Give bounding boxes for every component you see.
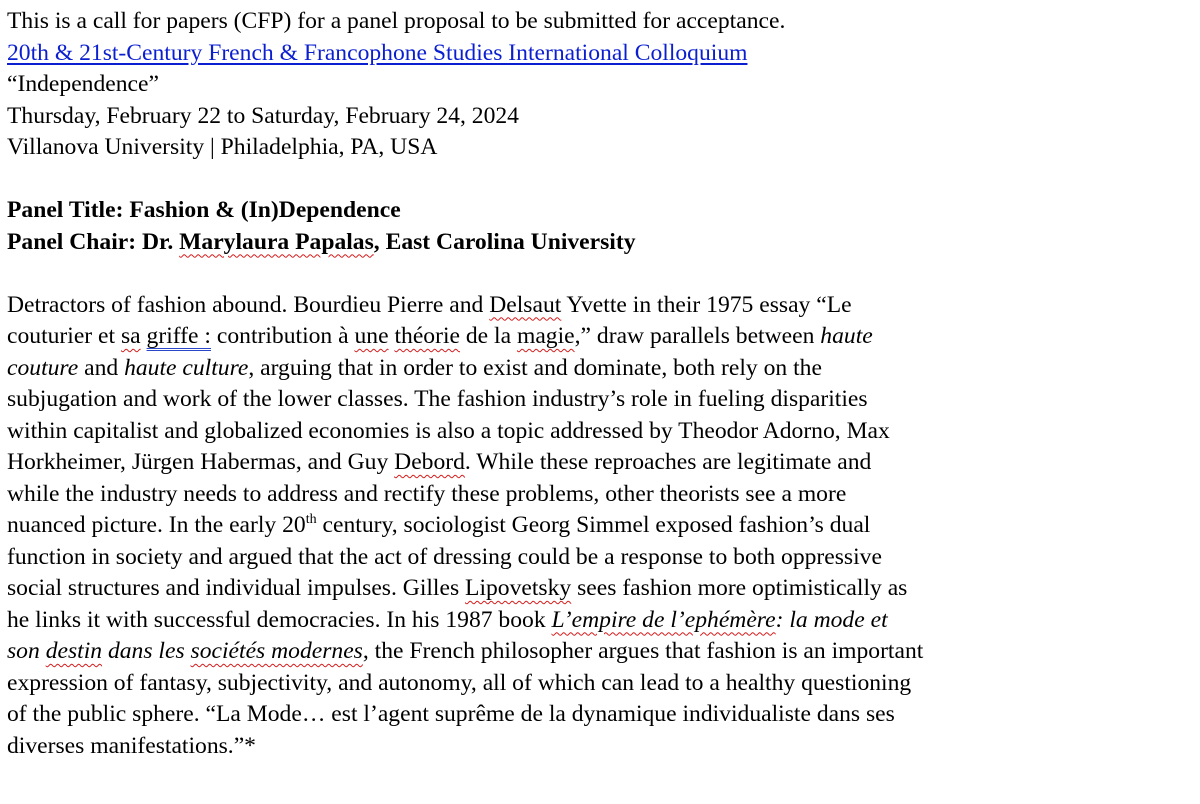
paragraph-line: Detractors of fashion abound. Bourdieu Pierre and Delsaut Yvette in their 1975 essay “Le [7, 291, 852, 318]
paragraph-line: couture and haute culture, arguing that in order to exist and dominate, both rely on the [7, 354, 822, 381]
paragraph-line: diverses manifestations.”* [7, 732, 256, 759]
theme-line: “Independence” [7, 71, 159, 97]
spell-flag: magie [516, 323, 575, 349]
paragraph-line: couturier et sa griffe : contribution à une théorie de la magie,” draw parallels between haute [7, 323, 873, 349]
paragraph-line: Horkheimer, Jürgen Habermas, and Guy Debord. While these reproaches are legitimate and [7, 449, 872, 475]
chair-name: Marylaura Papalas [179, 228, 374, 255]
spell-flag: sociétés modernes [190, 638, 363, 664]
grammar-flag: griffe : [146, 323, 211, 349]
paragraph-line: subjugation and work of the lower classes. The fashion industry’s role in fueling disparities [7, 386, 868, 412]
paragraph-line: while the industry needs to address and rectify these problems, other theorists see a more [7, 480, 847, 507]
panel-title: Panel Title: Fashion & (In)Dependence [7, 197, 401, 223]
paragraph-line: of the public sphere. “La Mode… est l’agent suprême de la dynamique individualiste dans ses [7, 701, 895, 727]
paragraph-line: function in society and argued that the act of dressing could be a response to both oppressive [7, 543, 882, 570]
paragraph-line: son destin dans les sociétés modernes, the French philosopher argues that fashion is an important [7, 638, 924, 664]
location-line: Villanova University | Philadelphia, PA, USA [7, 134, 438, 160]
paragraph-line: he links it with successful democracies. In his 1987 book L’empire de l’ephémère: la mode et [7, 606, 888, 633]
panel-chair: Panel Chair: Dr. Marylaura Papalas, East Carolina University [7, 228, 636, 255]
spacer [7, 258, 1200, 290]
intro-line: This is a call for papers (CFP) for a panel proposal to be submitted for acceptance. [7, 8, 786, 34]
colloquium-link[interactable]: 20th & 21st-Century French & Francophone Studies International Colloquium [7, 39, 748, 66]
paragraph-line: nuanced picture. In the early 20th century, sociologist Georg Simmel exposed fashion’s dual [7, 512, 871, 538]
paragraph-line: expression of fantasy, subjectivity, and autonomy, all of which can lead to a healthy questioning [7, 669, 912, 696]
spell-flag: destin [45, 638, 103, 664]
spell-flag: Debord [394, 449, 465, 475]
spell-flag: Delsaut [489, 291, 562, 318]
dates-line: Thursday, February 22 to Saturday, February 24, 2024 [7, 102, 519, 129]
spell-flag: une [354, 323, 389, 349]
spacer [7, 164, 1200, 196]
spell-flag: sa [120, 323, 141, 349]
spell-flag: théorie [394, 323, 460, 349]
paragraph-line: within capitalist and globalized economies is also a topic addressed by Theodor Adorno, Max [7, 417, 890, 444]
body-paragraph [7, 290, 1200, 763]
spell-flag: L’empire de l’ephémère [551, 606, 776, 633]
spell-flag: Lipovetsky [465, 575, 572, 601]
paragraph-line: social structures and individual impulses. Gilles Lipovetsky sees fashion more optimistically as [7, 575, 908, 601]
